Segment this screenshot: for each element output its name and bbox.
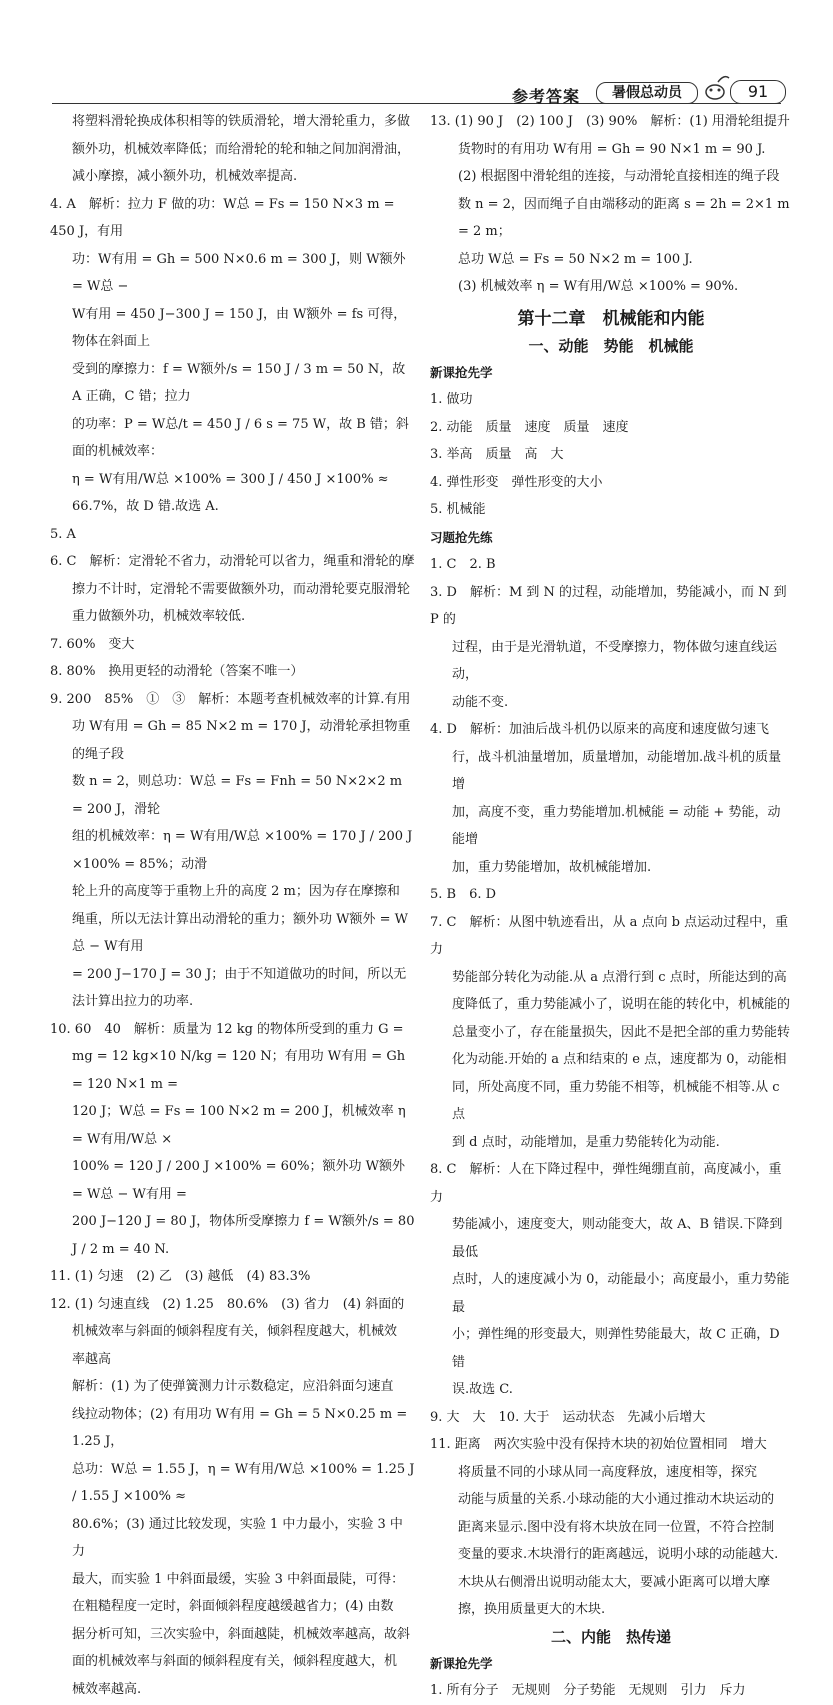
answer-line: 面的机械效率与斜面的倾斜程度有关，倾斜程度越大，机 [72, 1654, 398, 1669]
answer-line: 组的机械效率：η = W有用/W总 ×100% = 170 J / 200 J ×100% = 85%；动滑 [72, 829, 413, 872]
answer-line: 3. 举高 质量 高 大 [430, 447, 564, 462]
answer-line: 额外功，机械效率降低；而给滑轮的轮和轴之间加润滑油， [72, 141, 411, 157]
answer-line: 将质量不同的小球从同一高度释放，速度相等，探究 [458, 1464, 758, 1480]
answer-line: 总功：W总 = 1.55 J，η = W有用/W总 ×100% = 1.25 J / 1.55 J ×100% ≈ [72, 1461, 415, 1504]
answer-line: 法计算出拉力的功率. [72, 994, 194, 1009]
answer-line: 距离来显示.图中没有将木块放在同一位置，不符合控制 [458, 1519, 775, 1535]
answer-line: 势能减小，速度变大，则动能变大，故 A、B 错误.下降到最低 [452, 1217, 783, 1260]
answer-line: 5. A [50, 526, 76, 542]
answer-line: 同，所处高度不同，重力势能不相等，机械能不相等.从 c 点 [452, 1079, 780, 1122]
answer-line: 加，高度不变，重力势能增加.机械能 = 动能 + 势能，动能增 [452, 804, 781, 847]
answer-line: 3. D 解析：M 到 N 的过程，动能增加，势能减小，而 N 到 P 的 [430, 584, 787, 627]
answer-line: 9. 200 85% ① ③ 解析：本题考查机械效率的计算.有用 [50, 691, 411, 707]
answer-line: 6. C 解析：定滑轮不省力，动滑轮可以省力，绳重和滑轮的摩 [50, 554, 415, 569]
subhead-exercise: 习题抢先练 [430, 529, 493, 545]
answer-line: 过程，由于是光滑轨道，不受摩擦力，物体做匀速直线运动， [452, 639, 778, 682]
answer-line: 功 W有用 = Gh = 85 N×2 m = 170 J，动滑轮承担物重的绳子段 [72, 719, 411, 762]
section-badge: 暑假总动员 [596, 82, 698, 104]
chapter-title: 第十二章 机械能和内能 [517, 308, 705, 329]
answer-line: 势能部分转化为动能.从 a 点滑行到 c 点时，所能达到的高 [452, 969, 787, 985]
answer-line: 将塑料滑轮换成体积相等的铁质滑轮，增大滑轮重力，多做 [72, 114, 411, 129]
left-column [50, 108, 415, 1703]
answer-line: mg = 12 kg×10 N/kg = 120 N；有用功 W有用 = Gh = 120 N×1 m = [72, 1049, 406, 1092]
answer-line: 12. (1) 匀速直线 (2) 1.25 80.6% (3) 省力 (4) 斜面的 [50, 1296, 405, 1312]
answer-line: 最大，而实验 1 中斜面最缓，实验 3 中斜面最陡，可得： [72, 1571, 405, 1587]
answer-line: 据分析可知，三次实验中，斜面越陡，机械效率越高，故斜 [72, 1626, 411, 1642]
answer-line: 加，重力势能增加，故机械能增加. [452, 859, 652, 875]
answer-line: 4. D 解析：加油后战斗机仍以原来的高度和速度做匀速飞 [430, 722, 769, 737]
answer-line: 小；弹性绳的形变最大，则弹性势能最大，故 C 正确，D 错 [452, 1327, 780, 1370]
answer-line: 200 J−120 J = 80 J，物体所受摩擦力 f = W额外/s = 80 J / 2 m = 40 N. [72, 1214, 415, 1257]
answer-line: 11. (1) 匀速 (2) 乙 (3) 越低 (4) 83.3% [50, 1269, 311, 1284]
answer-line: 2. 动能 质量 速度 质量 速度 [430, 419, 629, 435]
subhead-new-lesson: 新课抢先学 [430, 364, 493, 380]
answer-line: = 200 J−170 J = 30 J；由于不知道做功的时间，所以无 [72, 966, 407, 982]
answer-line: 解析：(1) 为了使弹簧测力计示数稳定，应沿斜面匀速直 [72, 1379, 394, 1394]
section-title-1: 一、动能 势能 机械能 [528, 336, 694, 355]
mascot-icon [700, 72, 730, 102]
answer-line: 8. 80% 换用更轻的动滑轮（答案不唯一） [50, 664, 304, 679]
answer-line: 动能不变. [452, 694, 509, 710]
page-number: 91 [730, 80, 786, 104]
answer-line: 7. 60% 变大 [50, 636, 135, 652]
answer-line: 8. C 解析：人在下降过程中，弹性绳绷直前，高度减小，重力 [430, 1162, 782, 1205]
answer-line: 动能与质量的关系.小球动能的大小通过推动木块运动的 [458, 1492, 775, 1507]
subhead-new-lesson-2: 新课抢先学 [430, 1655, 493, 1671]
answer-line: 120 J；W总 = Fs = 100 N×2 m = 200 J，机械效率 η = W有用/W总 × [72, 1104, 406, 1147]
answer-line: W有用 = 450 J−300 J = 150 J，由 W额外 = fs 可得，物体在斜面上 [72, 306, 407, 349]
answer-line: 数 n = 2，则总功：W总 = Fs = Fnh = 50 N×2×2 m = 200 J，滑轮 [72, 774, 403, 817]
answer-line: (3) 机械效率 η = W有用/W总 ×100% = 90%. [458, 279, 739, 294]
answer-line: 货物时的有用功 W有用 = Gh = 90 N×1 m = 90 J. [458, 141, 766, 157]
answer-line: 4. 弹性形变 弹性形变的大小 [430, 474, 603, 490]
answer-line: 5. 机械能 [430, 502, 486, 517]
answer-line: 1. 做功 [430, 392, 473, 407]
answer-line: 行，战斗机油量增加，质量增加，动能增加.战斗机的质量增 [452, 749, 782, 792]
answer-line: 度降低了，重力势能减小了，说明在能的转化中，机械能的 [452, 997, 791, 1012]
answer-line: 80.6%；(3) 通过比较发现，实验 1 中力最小，实验 3 中力 [72, 1516, 403, 1559]
answer-line: 点时，人的速度减小为 0，动能最小；高度最小，重力势能最 [452, 1272, 790, 1315]
answer-line: 到 d 点时，动能增加，是重力势能转化为动能. [452, 1134, 720, 1150]
answer-line: 绳重，所以无法计算出动滑轮的重力；额外功 W额外 = W总 − W有用 [72, 911, 409, 954]
answer-line: 误.故选 C. [452, 1382, 513, 1397]
answer-line: 10. 60 40 解析：质量为 12 kg 的物体所受到的重力 G = [50, 1021, 404, 1037]
answer-line: 减小摩擦，减小额外功，机械效率提高. [72, 169, 298, 184]
answer-line: 率越高 [72, 1351, 112, 1367]
section-title-2: 二、内能 热传递 [550, 1627, 671, 1646]
answer-line: 1. 所有分子 无规则 分子势能 无规则 引力 斥力 [430, 1683, 746, 1698]
answer-line: 在粗糙程度一定时，斜面倾斜程度越缓越省力；(4) 由数 [72, 1599, 394, 1614]
answer-line: 11. 距离 两次实验中没有保持木块的初始位置相同 增大 [430, 1437, 767, 1452]
answer-line: 的功率：P = W总/t = 450 J / 6 s = 75 W，故 B 错；斜面的机械效率： [72, 416, 409, 459]
answer-line: 械效率越高. [72, 1681, 142, 1697]
answer-line: 9. 大 大 10. 大于 运动状态 先减小后增大 [430, 1409, 706, 1425]
answer-line: 木块从右侧滑出说明动能太大，要减小距离可以增大摩 [458, 1574, 771, 1590]
answer-line: 变量的要求.木块滑行的距离越远，说明小球的动能越大. [458, 1547, 779, 1562]
answer-line: 13. (1) 90 J (2) 100 J (3) 90% 解析：(1) 用滑轮组提升 [430, 114, 790, 129]
answer-line: 1. C 2. B [430, 557, 496, 572]
answer-line: 总功 W总 = Fs = 50 N×2 m = 100 J. [458, 251, 693, 267]
answer-line: 化为动能.开始的 a 点和结束的 e 点，速度都为 0，动能相 [452, 1052, 787, 1067]
answer-line: 5. B 6. D [430, 887, 497, 902]
answer-line: 总量变小了，存在能量损失，因此不是把全部的重力势能转 [452, 1024, 791, 1040]
right-column [430, 108, 792, 1705]
answer-line: 擦，换用质量更大的木块. [458, 1602, 606, 1617]
answer-line: (2) 根据图中滑轮组的连接，与动滑轮直接相连的绳子段 [458, 169, 780, 184]
answer-line: 数 n = 2，因而绳子自由端移动的距离 s = 2h = 2×1 m = 2 m； [458, 196, 790, 239]
answer-line: 4. A 解析：拉力 F 做的功：W总 = Fs = 150 N×3 m = 450 J，有用 [50, 196, 395, 239]
answer-line: 擦力不计时，定滑轮不需要做额外功，而动滑轮要克服滑轮 [72, 581, 411, 597]
answer-line: 机械效率与斜面的倾斜程度有关，倾斜程度越大，机械效 [72, 1324, 398, 1339]
answer-line: 重力做额外功，机械效率较低. [72, 609, 246, 624]
answer-label: 参考答案 [512, 87, 581, 106]
answer-line: 线拉动物体；(2) 有用功 W有用 = Gh = 5 N×0.25 m = 1.25 J， [72, 1406, 408, 1449]
answer-line: 100% = 120 J / 200 J ×100% = 60%；额外功 W额外 = W总 − W有用 = [72, 1159, 406, 1202]
answer-line: 轮上升的高度等于重物上升的高度 2 m；因为存在摩擦和 [72, 884, 400, 899]
answer-line: 7. C 解析：从图中轨迹看出，从 a 点向 b 点运动过程中，重力 [430, 914, 789, 957]
answer-line: 功：W有用 = Gh = 500 N×0.6 m = 300 J，则 W额外 = W总 − [72, 251, 406, 294]
answer-line: 受到的摩擦力：f = W额外/s = 150 J / 3 m = 50 N，故 A 正确，C 错；拉力 [72, 361, 406, 404]
answer-line: η = W有用/W总 ×100% = 300 J / 450 J ×100% ≈ 66.7%，故 D 错.故选 A. [72, 471, 389, 514]
